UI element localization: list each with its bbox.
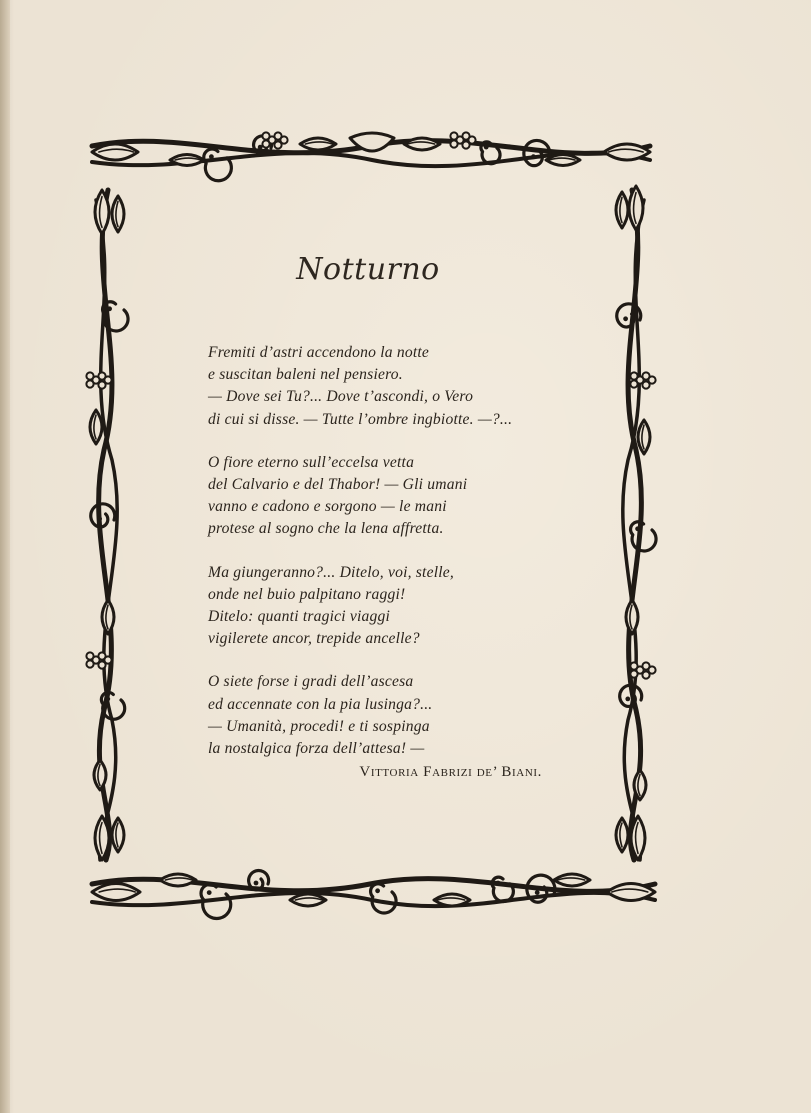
poem-author: Vittoria Fabrizi de’ Biani. [359, 764, 542, 780]
poem-line: di cui si disse. — Tutte l’ombre ingbiotte. —?... [208, 410, 513, 428]
poem-line: del Calvario e del Thabor! — Gli umani [208, 476, 468, 494]
poem-stanza-4 [208, 671, 568, 760]
poem-line: vanno e cadono e sorgono — le mani [208, 498, 447, 516]
poem-line: Fremiti d’astri accendono la notte [208, 344, 430, 361]
poem-title: Notturno [296, 252, 440, 287]
poem-line: — Umanità, procedi! e ti sospinga [208, 717, 430, 735]
poem-stanza-1 [208, 342, 568, 431]
poem-line: Ma giungeranno?... Ditelo, voi, stelle, [208, 563, 455, 581]
poem-line: la nostalgica forza dell’attesa! — [208, 740, 425, 758]
poem-line: protese al sogno che la lena affretta. [208, 520, 444, 538]
poem-line: — Dove sei Tu?... Dove t’ascondi, o Vero [208, 388, 474, 406]
poem-stanza-2 [208, 452, 568, 541]
poem-line: ed accennate con la pia lusinga?... [208, 695, 433, 713]
poem-line: O siete forse i gradi dell’ascesa [208, 673, 414, 691]
poem-line: e suscitan baleni nel pensiero. [208, 366, 403, 384]
poem-body [208, 342, 568, 781]
poem-line: Ditelo: quanti tragici viaggi [208, 608, 391, 626]
poem-line: vigilerete ancor, trepide ancelle? [208, 630, 420, 648]
poem-stanza-3 [208, 562, 568, 651]
poem-line: O fiore eterno sull’eccelsa vetta [208, 453, 415, 471]
poem-line: onde nel buio palpitano raggi! [208, 585, 406, 603]
